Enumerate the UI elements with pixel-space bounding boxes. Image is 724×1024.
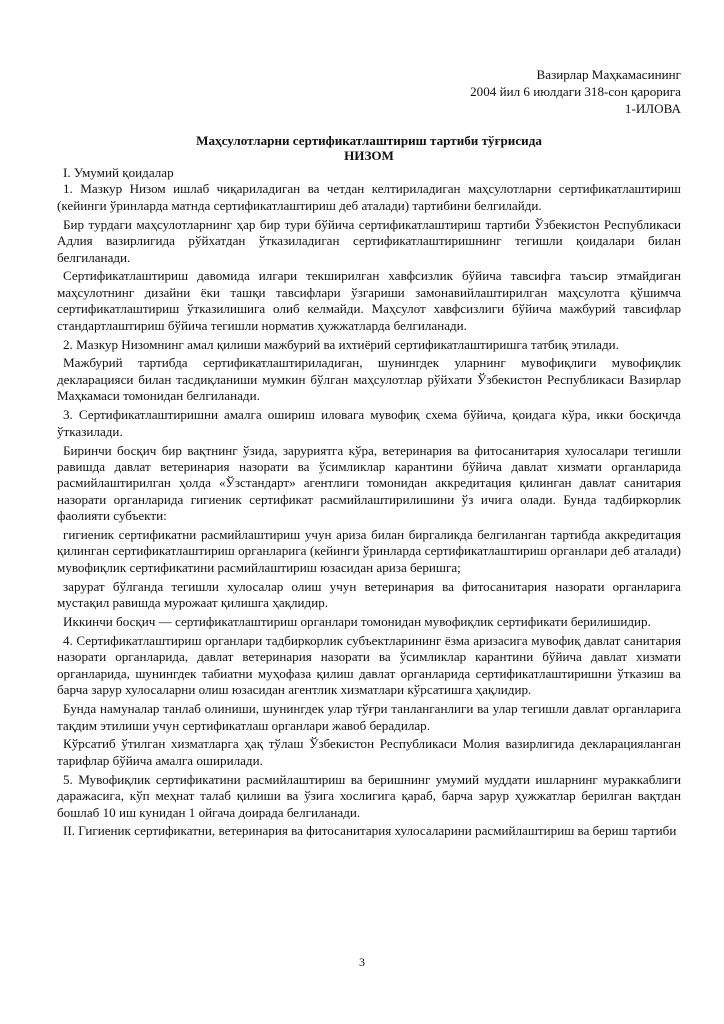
paragraph: Мажбурий тартибда сертификатлаштириладиган, шунингдек уларнинг мувофиқлиги мувофиқлик декларацияси билан тасдиқланиши мумкин бўлган маҳсулотлар рўйхати Ўзбекистон Республикаси Вазирлар Маҳкамаси томонидан белгиланади.: [57, 355, 681, 404]
header-line-3: 1-ИЛОВА: [624, 101, 681, 116]
approval-header: [57, 66, 681, 117]
section-heading-general: I. Умумий қоидалар: [63, 165, 174, 180]
paragraph: Кўрсатиб ўтилган хизматларга ҳақ тўлаш Ўзбекистон Республикаси Молия вазирлигида декларацияланган тарифлар бўйича амалга оширилади.: [57, 736, 681, 768]
paragraph: Биринчи босқич бир вақтнинг ўзида, заруриятга кўра, ветеринария ва фитосанитария хулосалари тегишли равишда давлат ветеринария назорати ва ўсимликлар карантини бўйича давлат хизмати органларида расмийлаштирилган ҳолда «Ўзстандарт» агентлиги томонидан аккредитация қилинган давлат санитария назорати органларида гигиеник сертификат расмийлаштирилишини ўз ичига олади. Бунда тадбиркорлик фаолияти субъекти:: [57, 442, 681, 524]
document-page: [57, 66, 681, 840]
title-line-2: НИЗОМ: [344, 148, 394, 163]
header-line-2: 2004 йил 6 июлдаги 318-сон қарорига: [470, 84, 681, 99]
header-line-1: Вазирлар Маҳкамасининг: [536, 67, 681, 82]
paragraph: Бир турдаги маҳсулотларнинг ҳар бир тури бўйича сертификатлаштириш тартиби Ўзбекистон Республикаси Адлия вазирлигида рўйхатдан ўтказиладиган сертификатлаштиришнинг тегишли қоидалари билан белгиланади.: [57, 216, 681, 265]
paragraph: 4. Сертификатлаштириш органлари тадбиркорлик субъектларининг ёзма аризасига мувофиқ давлат санитария назорати органларида, давлат ветеринария назорати ва ўсимликлар карантини бўйича давлат хизмати органларида, шунингдек табиатни муҳофаза қилиш давлат органларида сертификатлаштиришни ўтказиш ва барча зарур хулосаларни олиш юзасидан агентлик хизматлари кўрсатишга ҳақлидир.: [57, 632, 681, 698]
page-number: 3: [359, 955, 365, 969]
paragraph: зарурат бўлганда тегишли хулосалар олиш учун ветеринария ва фитосанитария назорати органларига мустақил равишда мурожаат қилишга ҳақлидир.: [57, 578, 681, 611]
paragraph: 2. Мазкур Низомнинг амал қилиши мажбурий ва ихтиёрий сертификатлаштиришга татбиқ этилади.: [63, 336, 619, 352]
paragraph: Иккинчи босқич — сертификатлаштириш органлари томонидан мувофиқлик сертификати берилишидир.: [63, 614, 651, 630]
title-line-1: Маҳсулотларни сертификатлаштириш тартиби тўғрисида: [196, 133, 542, 148]
paragraph: Сертификатлаштириш давомида илгари текширилган хавфсизлик бўйича тавсифга таъсир этмайдиган маҳсулотнинг дизайни ёки ташқи тавсифлари ўзгариши замонавийлаштирилган маҳсулотга қўшимча сертификатлаштириш ўтказилишига олиб келмайди. Маҳсулот хавфсизлиги бўйича мажбурий тавсифлар стандартлаштириш бўйича тегишли норматив ҳужжатларда белгиланади.: [57, 268, 681, 333]
paragraph: гигиеник сертификатни расмийлаштириш учун ариза билан биргаликда белгиланган тартибда аккредитация қилинган сертификатлаштириш органларига (кейинги ўринларда сертификатлаштириш органлари деб аталади) мувофиқлик сертификатини расмийлаштириш юзасидан ариза беришга;: [57, 527, 681, 575]
paragraph: 3. Сертификатлаштиришни амалга ошириш иловага мувофиқ схема бўйича, қоидага кўра, икки босқичда ўтказилади.: [57, 407, 681, 439]
paragraph: 5. Мувофиқлик сертификатини расмийлаштириш ва беришнинг умумий муддати ишларнинг мураккаблиги даражасига, кўп меҳнат талаб қилиши ва ўзига хослигига қараб, барча зарур ҳужжатлар берилган вақтдан бошлаб 10 иш кунидан 1 ойгача доирада белгиланади.: [57, 771, 681, 820]
paragraph: Бунда намуналар танлаб олиниши, шунингдек улар тўғри танланганлиги ва улар тегишли давлат органларига тақдим этилиши учун сертификатлаш органлари жавоб берадилар.: [57, 701, 681, 733]
document-title: [57, 133, 681, 163]
section-heading-certificates: II. Гигиеник сертификатни, ветеринария ва фитосанитария хулосаларини расмийлаштириш ва бериш тартиби: [63, 823, 677, 839]
paragraph: 1. Мазкур Низом ишлаб чиқариладиган ва четдан келтириладиган маҳсулотларни сертификатлаштириш (кейинги ўринларда матнда сертификатлаштириш деб аталади) тартибини белгилайди.: [57, 181, 681, 213]
